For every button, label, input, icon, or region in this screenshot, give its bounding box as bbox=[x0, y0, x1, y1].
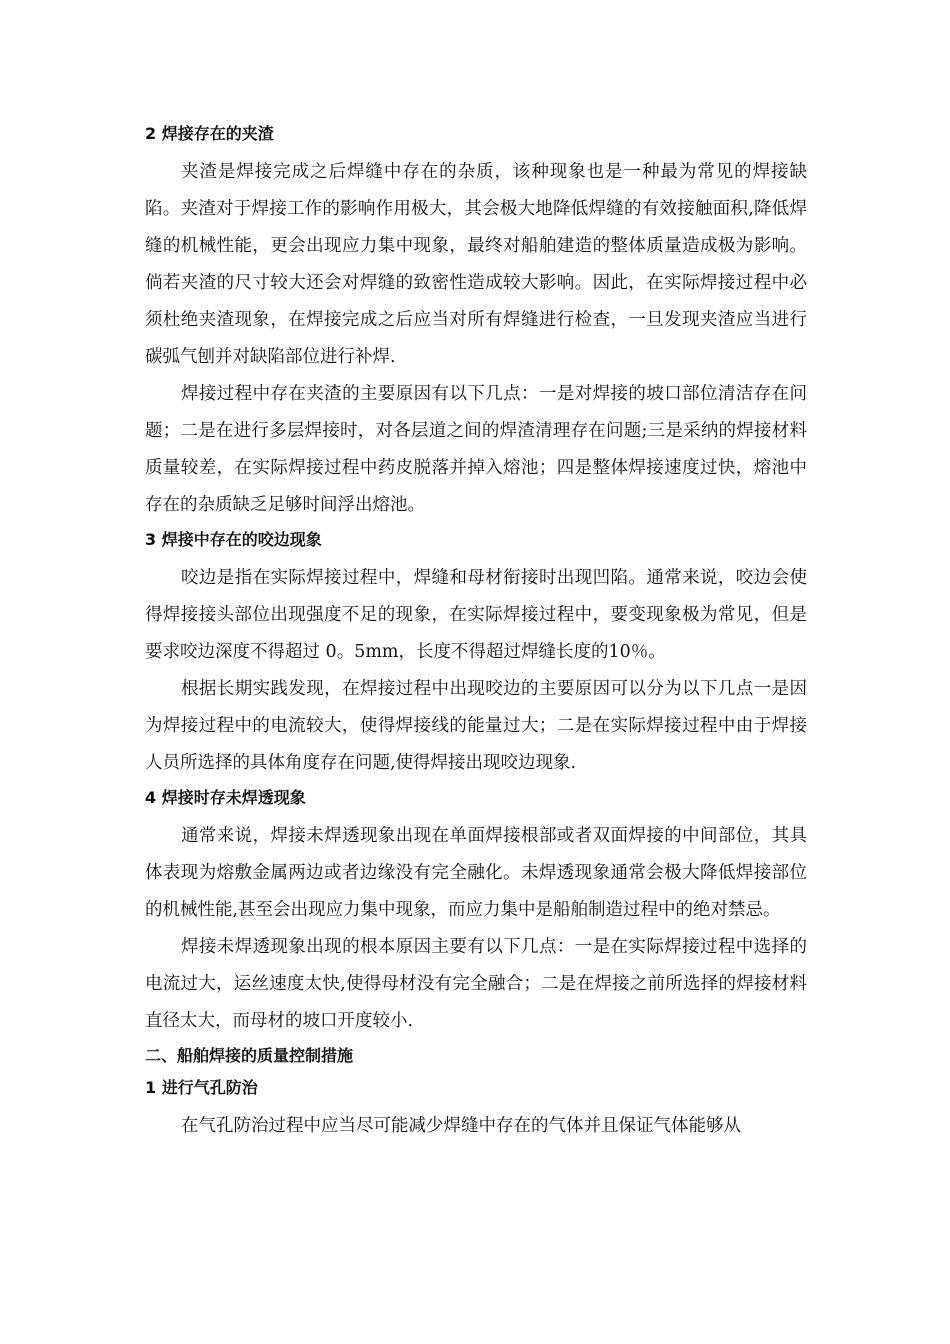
paragraph-undercut-causes: 根据长期实践发现，在焊接过程中出现咬边的主要原因可以分为以下几点一是因为焊接过程中的电流较大，使得焊接线的能量过大；二是在实际焊接过程中由于焊接人员所选择的具体角度存在问题,使得焊接出现咬边现象. bbox=[145, 679, 807, 773]
paragraph-incomplete-penetration-causes: 焊接未焊透现象出现的根本原因主要有以下几点：一是在实际焊接过程中选择的电流过大，运丝速度太快,使得母材没有完全融合；二是在焊接之前所选择的焊接材料直径太大，而母材的坡口开度较小. bbox=[145, 937, 807, 1031]
paragraph-incomplete-penetration-definition: 通常来说，焊接未焊透现象出现在单面焊接根部或者双面焊接的中间部位，其具体表现为熔敷金属两边或者边缘没有完全融化。未焊透现象通常会极大降低焊接部位的机械性能,甚至会出现应力集中现象，而应力集中是船舶制造过程中的绝对禁忌。 bbox=[145, 826, 807, 920]
chapter-heading-quality-control: 二、船舶焊接的质量控制措施 bbox=[145, 1046, 354, 1065]
document-body bbox=[145, 122, 807, 1145]
section-heading-slag: 2 焊接存在的夹渣 bbox=[145, 124, 274, 143]
section-heading-porosity-prevention: 1 进行气孔防治 bbox=[145, 1078, 258, 1097]
section-heading-undercut: 3 焊接中存在的咬边现象 bbox=[145, 530, 322, 549]
paragraph-slag-causes: 焊接过程中存在夹渣的主要原因有以下几点：一是对焊接的坡口部位清洁存在问题；二是在进行多层焊接时，对各层道之间的焊渣清理存在问题;三是采纳的焊接材料质量较差，在实际焊接过程中药皮脱落并掉入熔池；四是整体焊接速度过快，熔池中存在的杂质缺乏足够时间浮出熔池。 bbox=[145, 384, 807, 515]
section-heading-incomplete-penetration: 4 焊接时存未焊透现象 bbox=[145, 788, 306, 807]
paragraph-porosity-prevention: 在气孔防治过程中应当尽可能减少焊缝中存在的气体并且保证气体能够从 bbox=[181, 1116, 741, 1136]
paragraph-undercut-definition: 咬边是指在实际焊接过程中，焊缝和母材衔接时出现凹陷。通常来说，咬边会使得焊接接头部位出现强度不足的现象，在实际焊接过程中，要变现象极为常见，但是要求咬边深度不得超过 0。5mm，长度不得超过焊缝长度的10％。 bbox=[145, 568, 807, 662]
paragraph-slag-definition: 夹渣是焊接完成之后焊缝中存在的杂质，该种现象也是一种最为常见的焊接缺陷。夹渣对于焊接工作的影响作用极大，其会极大地降低焊缝的有效接触面积,降低焊缝的机械性能，更会出现应力集中现象，最终对船舶建造的整体质量造成极为影响。倘若夹渣的尺寸较大还会对焊缝的致密性造成较大影响。因此，在实际焊接过程中必须杜绝夹渣现象，在焊接完成之后应当对所有焊缝进行检查，一旦发现夹渣应当进行碳弧气刨并对缺陷部位进行补焊. bbox=[145, 162, 807, 367]
